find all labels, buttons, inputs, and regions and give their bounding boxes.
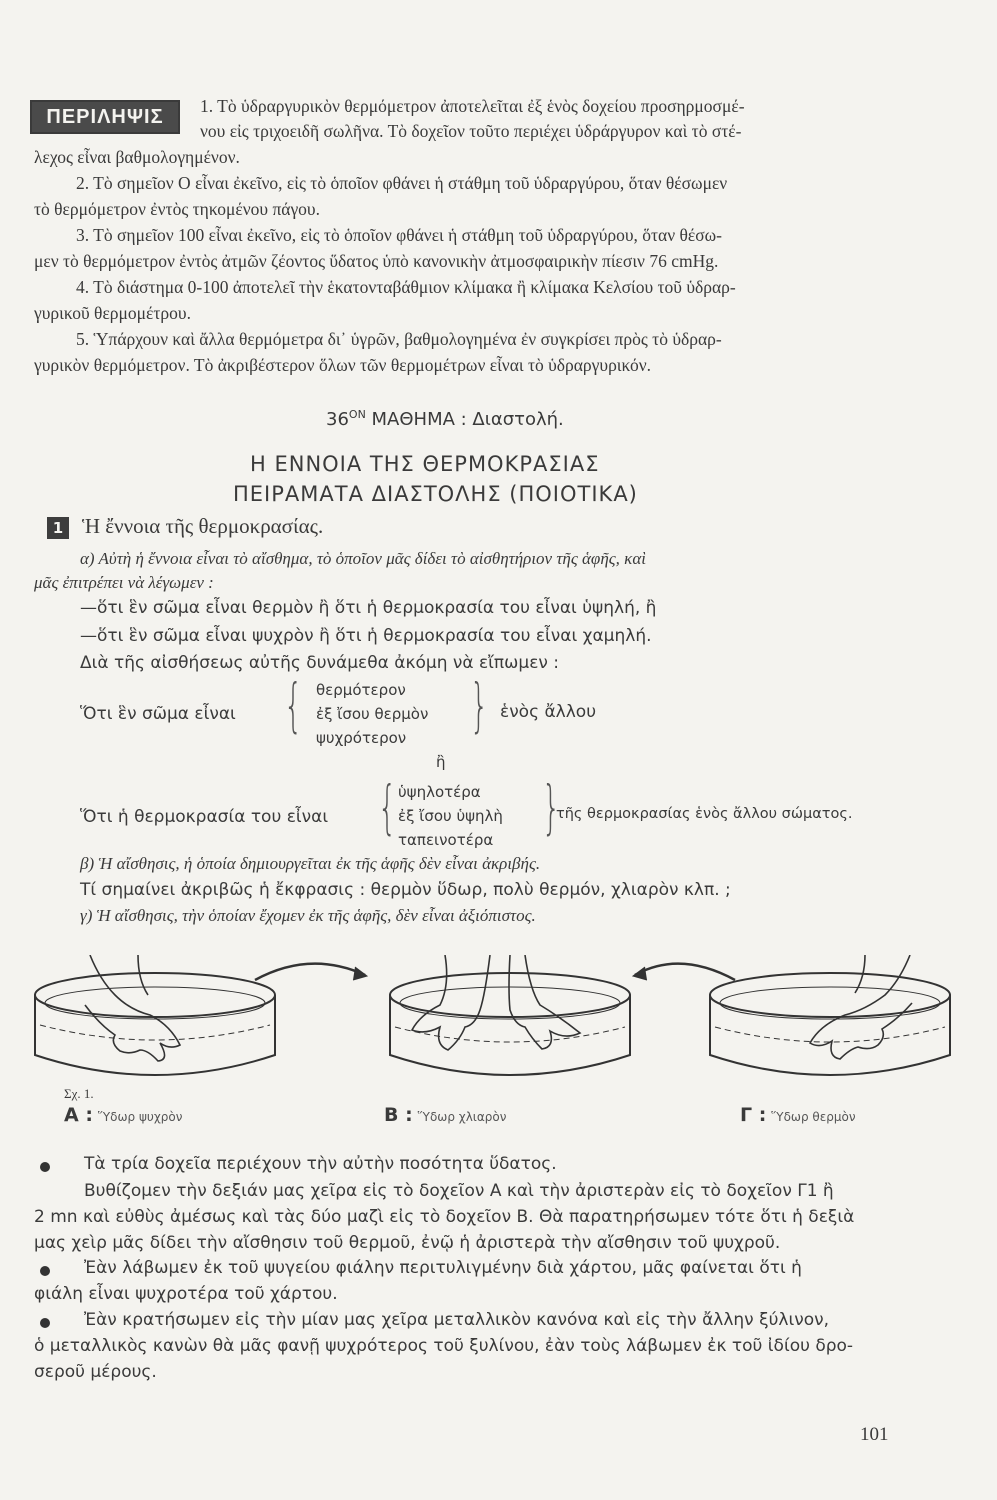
body-p4-l1: Ἐὰν κρατήσωμεν εἰς τὴν μίαν μας χεῖρα μεταλλικὸν κανόνα καὶ εἰς τὴν ἄλλην ξύλινον, [84, 1310, 830, 1330]
body-p3-l1: Ἐὰν λάβωμεν ἐκ τοῦ ψυγείου φιάλην περιτυλιγμένην διὰ χάρτου, μᾶς φαίνεται ὅτι ἡ [84, 1258, 802, 1278]
body-p4-l2: ὁ μεταλλικὸς κανὼν θὰ μᾶς φανῇ ψυχρότερος τοῦ ξυλίνου, ἐὰν τοὺς λάβωμεν ἐκ τοῦ ἰδίου δρο- [34, 1336, 854, 1356]
question-line: Τί σημαίνει ἀκριβῶς ἡ ἔκφρασις : θερμὸν ὕδωρ, πολὺ θερμόν, χλιαρὸν κλπ. ; [80, 880, 731, 900]
option: θερμότερον [316, 681, 406, 699]
lesson-sup: ΟΝ [348, 408, 366, 421]
section-marker: 1 [47, 517, 69, 539]
summary-line: 3. Τὸ σημεῖον 100 εἶναι ἐκεῖνο, εἰς τὸ ὁποῖον φθάνει ἡ στάθμη τοῦ ὑδραργύρου, ὅταν θέσω- [76, 225, 723, 245]
definition-line-b: β) Ἡ αἴσθησις, ἡ ὁποία δημιουργεῖται ἐκ τῆς ἁφῆς δὲν εἶναι ἀκριβής. [80, 854, 541, 873]
lesson-title-text: ΜΑΘΗΜΑ : Διαστολή. [371, 409, 564, 430]
left-brace-2: { [378, 773, 397, 841]
basin-c [710, 955, 950, 1075]
caption-letter: Γ : [740, 1104, 767, 1126]
bullet-icon [40, 1162, 50, 1172]
caption-letter: Α : [64, 1104, 93, 1126]
dash-line-2: —ὅτι ἓν σῶμα εἶναι ψυχρὸν ἢ ὅτι ἡ θερμοκρασία του εἶναι χαμηλή. [80, 626, 652, 646]
body-p2-l1: Βυθίζομεν τὴν δεξιάν μας χεῖρα εἰς τὸ δοχεῖον Α καὶ τὴν ἀριστερὰν εἰς τὸ δοχεῖον Γ1 ἢ [84, 1181, 834, 1201]
summary-line: 2. Τὸ σημεῖον Ο εἶναι ἐκεῖνο, εἰς τὸ ὁποῖον φθάνει ἡ στάθμη τοῦ ὑδραργύρου, ὅταν θέσωμεν [76, 173, 728, 193]
caption-a [64, 1104, 182, 1126]
dash-line-1: —ὅτι ἓν σῶμα εἶναι θερμὸν ἢ ὅτι ἡ θερμοκρασία του εἶναι ὑψηλή, ἢ [80, 598, 657, 618]
summary-line: λεχος εἶναι βαθμολογημένον. [34, 147, 240, 167]
section-title: Ἡ ἔννοια τῆς θερμοκρασίας. [82, 514, 324, 538]
option: ψυχρότερον [316, 729, 407, 747]
summary-badge: ΠΕΡΙΛΗΨΙΣ [30, 100, 180, 134]
definition-line-c: γ) Ἡ αἴσθησις, τὴν ὁποίαν ἔχομεν ἐκ τῆς ἁφῆς, δὲν εἶναι ἀξιόπιστος. [80, 906, 536, 925]
caption-letter: Β : [384, 1104, 413, 1126]
comparison-tail-1: ἑνὸς ἄλλου [500, 702, 597, 722]
caption-text: Ὕδωρ ψυχρὸν [98, 1110, 183, 1124]
comparison-tail-2: τῆς θερμοκρασίας ἑνὸς ἄλλου σώματος. [556, 806, 853, 822]
bullet-icon [40, 1266, 50, 1276]
summary-line: τὸ θερμόμετρον ἐντὸς τηκομένου πάγου. [34, 199, 320, 219]
option: ἐξ ἴσου ὑψηλὴ [398, 807, 503, 825]
summary-line: 1. Τὸ ὑδραργυρικὸν θερμόμετρον ἀποτελεῖται ἐξ ἑνὸς δοχείου προσηρμοσμέ- [200, 96, 745, 116]
left-brace-1: { [284, 671, 303, 739]
basin-b [390, 955, 630, 1075]
via-line: Διὰ τῆς αἰσθήσεως αὐτῆς δυνάμεθα ἀκόμη νὰ εἴπωμεν : [80, 653, 560, 673]
body-p2-l2: 2 mn καὶ εὐθὺς ἀμέσως καὶ τὰς δύο μαζὶ εἰς τὸ δοχεῖον Β. Θὰ παρατηρήσωμεν τότε ὅτι ἡ δεξιὰ [34, 1207, 855, 1227]
body-p1: Τὰ τρία δοχεῖα περιέχουν τὴν αὐτὴν ποσότητα ὕδατος. [84, 1154, 557, 1174]
arrow-c-to-b [635, 964, 735, 980]
right-brace-1: } [470, 671, 489, 739]
comparison-options-1 [316, 678, 428, 750]
caption-text: Ὕδωρ χλιαρὸν [417, 1110, 507, 1124]
summary-line: γυρικοῦ θερμομέτρου. [34, 303, 191, 323]
or-word: ἢ [436, 753, 446, 771]
comparison-lead-1: Ὅτι ἓν σῶμα εἶναι [80, 704, 236, 724]
body-p3-l2: φιάλη εἶναι ψυχροτέρα τοῦ χάρτου. [34, 1284, 338, 1304]
caption-c [740, 1104, 856, 1126]
summary-line: 5. Ὑπάρχουν καὶ ἄλλα θερμόμετρα δι᾿ ὑγρῶν, βαθμολογημένα ἐν συγκρίσει πρὸς τὸ ὑδραρ- [76, 329, 722, 349]
comparison-lead-2: Ὅτι ἡ θερμοκρασία του εἶναι [80, 807, 329, 827]
summary-line: 4. Τὸ διάστημα 0-100 ἀποτελεῖ τὴν ἑκατονταβάθμιον κλίμακα ἢ κλίμακα Κελσίου τοῦ ὑδραρ- [76, 277, 736, 297]
caption-text: Ὕδωρ θερμὸν [771, 1110, 856, 1124]
body-p4-l3: σεροῦ μέρους. [34, 1362, 157, 1382]
summary-line: νου εἰς τριχοειδῆ σωλῆνα. Τὸ δοχεῖον τοῦτο περιέχει ὑδράργυρον καὶ τὸ στέ- [200, 121, 742, 141]
bullet-icon [40, 1318, 50, 1328]
figure-three-basins [20, 955, 980, 1100]
basin-a [35, 955, 275, 1075]
option: ἐξ ἴσου θερμὸν [316, 705, 429, 723]
arrow-a-to-b [255, 964, 365, 980]
summary-line: μεν τὸ θερμόμετρον ἐντὸς ἀτμῶν ζέοντος ὕδατος ὑπὸ κανονικὴν ἀτμοσφαιρικὴν πίεσιν 76 cmHg. [34, 251, 719, 271]
page-heading-1: Η ΕΝΝΟΙΑ ΤΗΣ ΘΕΡΜΟΚΡΑΣΙΑΣ [250, 452, 600, 476]
option: ὑψηλοτέρα [398, 783, 481, 801]
page-heading-2: ΠΕΙΡΑΜΑΤΑ ΔΙΑΣΤΟΛΗΣ (ΠΟΙΟΤΙΚΑ) [233, 482, 638, 506]
definition-line-a2: μᾶς ἐπιτρέπει νὰ λέγωμεν : [34, 573, 214, 592]
definition-line-a1: α) Αὐτὴ ἡ ἔννοια εἶναι τὸ αἴσθημα, τὸ ὁποῖον μᾶς δίδει τὸ αἰσθητήριον τῆς ἁφῆς, καὶ [80, 549, 646, 568]
lesson-number: 36 [326, 409, 349, 430]
figure-label: Σχ. 1. [64, 1086, 94, 1101]
lesson-title [326, 408, 564, 430]
right-brace-2: } [542, 773, 561, 841]
caption-b [384, 1104, 506, 1126]
summary-line: γυρικὸν θερμόμετρον. Τὸ ἀκριβέστερον ὅλων τῶν θερμομέτρων εἶναι τὸ ὑδραργυρικόν. [34, 355, 651, 375]
option: ταπεινοτέρα [398, 831, 494, 849]
page-number: 101 [860, 1424, 889, 1445]
comparison-options-2 [398, 780, 503, 852]
body-p2-l3: μας χεὶρ μᾶς δίδει τὴν αἴσθησιν τοῦ θερμοῦ, ἐνῷ ἡ ἀριστερὰ τὴν αἴσθησιν τοῦ ψυχροῦ. [34, 1233, 781, 1253]
